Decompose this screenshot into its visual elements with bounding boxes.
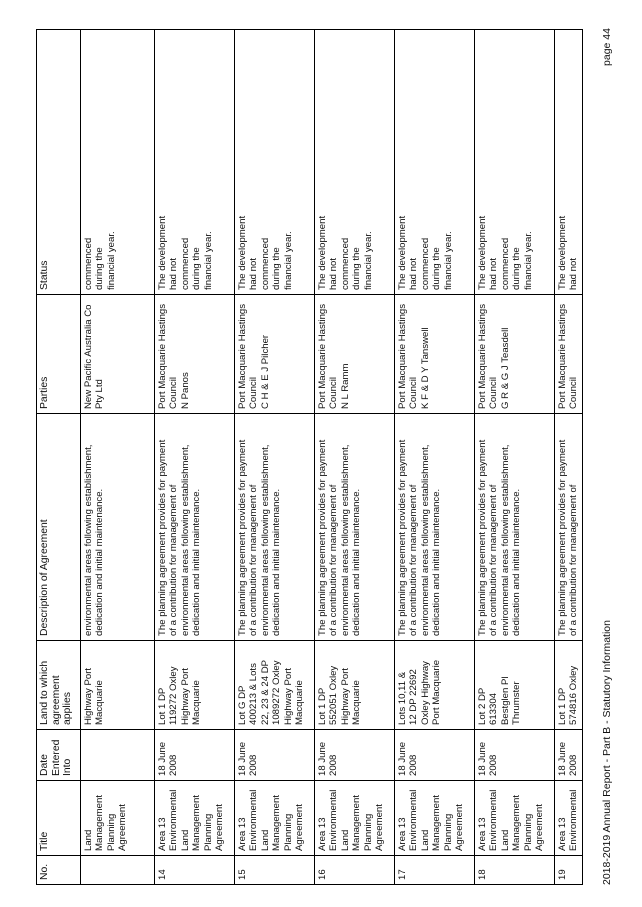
cell-no: 14 <box>155 856 235 885</box>
table-row <box>475 30 555 885</box>
cell-status: The development had not commenced during the financial year. <box>395 30 475 295</box>
cell-land: Lot 1 DP 552051 Oxley Highway Port Macquarie <box>315 641 395 730</box>
cell-no: 16 <box>315 856 395 885</box>
cell-parties: Port Macquarie Hastings Council C H & E J Pilcher <box>235 295 315 414</box>
column-header-status: Status <box>37 30 81 295</box>
cell-no: 15 <box>235 856 315 885</box>
table-header-row <box>37 30 81 885</box>
cell-land: Lot G DP 400213 & Lots 22, 23 & 24 DP 1089272 Oxley Highway Port Macquarie <box>235 641 315 730</box>
cell-no: 17 <box>395 856 475 885</box>
cell-land: Lot 1 DP 574816 Oxley <box>555 641 583 730</box>
cell-date: 18 June 2008 <box>155 730 235 781</box>
column-header-description: Description of Agreement <box>37 414 81 641</box>
cell-title: Area 13 Environmental Land Management Planning Agreement <box>235 781 315 856</box>
cell-parties: New Pacific Australia Co Pty Ltd <box>81 295 155 414</box>
column-header-land: Land to which agreement applies <box>37 641 81 730</box>
cell-no: 18 <box>475 856 555 885</box>
cell-description: The planning agreement provides for payment of a contribution for management of environmental areas following establishment, dedication and initial maintenance. <box>475 414 555 641</box>
cell-land: Lots 10,11 & 12 DP 22692 Oxley Highway Port Macquarie <box>395 641 475 730</box>
cell-date: 18 June 2008 <box>235 730 315 781</box>
column-header-no: No. <box>37 856 81 885</box>
page-number: page 44 <box>601 28 613 66</box>
planning-agreements-table <box>36 29 583 885</box>
cell-title: Area 13 Environmental Land Management Planning Agreement <box>395 781 475 856</box>
cell-description: The planning agreement provides for payment of a contribution for management of environmental areas following establishment, dedication and initial maintenance. <box>315 414 395 641</box>
cell-description: The planning agreement provides for payment of a contribution for management of environmental areas following establishment, dedication and initial maintenance. <box>235 414 315 641</box>
cell-title: Area 13 Environmental Land Management Planning Agreement <box>155 781 235 856</box>
cell-description: The planning agreement provides for payment of a contribution for management of environmental areas following establishment, dedication and initial maintenance. <box>155 414 235 641</box>
cell-description: The planning agreement provides for payment of a contribution for management of <box>555 414 583 641</box>
table-row <box>235 30 315 885</box>
cell-parties: Port Macquarie Hastings Council N Panos <box>155 295 235 414</box>
cell-land: Lot 2 DP 613304 Bestglen Pl Thrumster <box>475 641 555 730</box>
cell-date <box>81 730 155 781</box>
cell-date: 18 June 2008 <box>395 730 475 781</box>
column-header-date: Date Entered Into <box>37 730 81 781</box>
column-header-parties: Parties <box>37 295 81 414</box>
cell-status: The development had not commenced during the financial year. <box>155 30 235 295</box>
cell-status: The development had not commenced during the financial year. <box>315 30 395 295</box>
cell-parties: Port Macquarie Hastings Council N L Ramm <box>315 295 395 414</box>
cell-status: The development had not commenced during the financial year. <box>235 30 315 295</box>
cell-status: commenced during the financial year. <box>81 30 155 295</box>
report-footer-title: 2018-2019 Annual Report - Part B - Statutory Information <box>601 620 613 885</box>
cell-description: The planning agreement provides for payment of a contribution for management of environmental areas following establishment, dedication and initial maintenance. <box>395 414 475 641</box>
cell-parties: Port Macquarie Hastings Council K F & D Y Tanswell <box>395 295 475 414</box>
cell-title: Area 13 Environmental <box>555 781 583 856</box>
column-header-title: Title <box>37 781 81 856</box>
table-row <box>315 30 395 885</box>
cell-status: The development had not <box>555 30 583 295</box>
cell-date: 18 June 2008 <box>315 730 395 781</box>
cell-date: 18 June 2008 <box>475 730 555 781</box>
cell-parties: Port Macquarie Hastings Council G R & G J Teasdell <box>475 295 555 414</box>
cell-no: 19 <box>555 856 583 885</box>
table-row <box>155 30 235 885</box>
table-row <box>395 30 475 885</box>
cell-no <box>81 856 155 885</box>
cell-status: The development had not commenced during the financial year. <box>475 30 555 295</box>
cell-date: 18 June 2008 <box>555 730 583 781</box>
cell-land: Highway Port Macquarie <box>81 641 155 730</box>
cell-title: Land Management Planning Agreement <box>81 781 155 856</box>
table-row <box>81 30 155 885</box>
table-row <box>555 30 583 885</box>
cell-title: Area 13 Environmental Land Management Planning Agreement <box>475 781 555 856</box>
cell-title: Area 13 Environmental Land Management Planning Agreement <box>315 781 395 856</box>
cell-land: Lot 1 DP 119272 Oxley Highway Port Macquarie <box>155 641 235 730</box>
cell-description: environmental areas following establishment, dedication and initial maintenance. <box>81 414 155 641</box>
cell-parties: Port Macquarie Hastings Council <box>555 295 583 414</box>
